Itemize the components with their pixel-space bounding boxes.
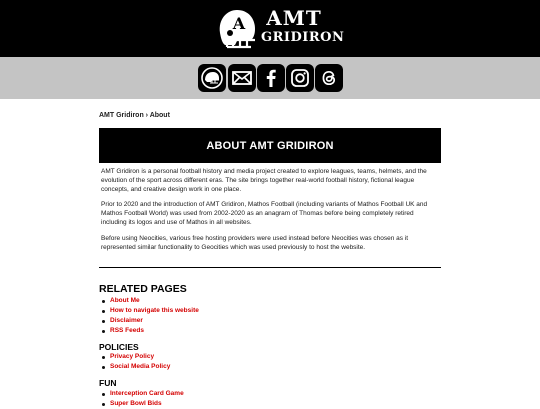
logo-line-1: AMT <box>266 6 322 30</box>
threads-icon <box>318 67 340 89</box>
related-pages-list <box>102 296 199 336</box>
breadcrumb <box>99 112 170 119</box>
helmet-logo-icon <box>215 7 257 51</box>
logo-letter: A <box>232 14 246 33</box>
navigate-website-link[interactable]: How to navigate this website <box>110 307 199 314</box>
logo-wordmark <box>261 6 345 45</box>
fun-heading: FUN <box>99 378 117 388</box>
privacy-policy-link[interactable]: Privacy Policy <box>110 353 155 360</box>
about-me-link[interactable]: About Me <box>110 297 140 304</box>
site-logo[interactable] <box>215 6 345 51</box>
rss-feeds-link[interactable]: RSS Feeds <box>110 327 144 334</box>
social-threads-button[interactable] <box>315 64 343 92</box>
policies-list <box>102 352 170 372</box>
helmet-icon <box>201 67 223 89</box>
policies-heading: POLICIES <box>99 342 139 352</box>
section-divider <box>99 267 441 268</box>
list-item <box>102 296 199 306</box>
social-bar <box>0 57 540 99</box>
list-item <box>102 389 184 399</box>
social-instagram-button[interactable] <box>286 64 314 92</box>
disclaimer-link[interactable]: Disclaimer <box>110 317 143 324</box>
site-header <box>0 0 540 57</box>
facebook-icon <box>260 67 282 89</box>
social-helmet-button[interactable] <box>198 64 226 92</box>
interception-card-game-link[interactable]: Interception Card Game <box>110 390 184 397</box>
list-item <box>102 306 199 316</box>
history-paragraph: Prior to 2020 and the introduction of AMT Gridiron, Mathos Football (including variants of Mathos Football UK and Mathos Football World) was used from 2002-2020 as an anagram of Thomas before being completely retired including its logos and use of Mathos in all websites. <box>101 201 428 226</box>
related-pages-heading: RELATED PAGES <box>99 283 187 295</box>
list-item <box>102 326 199 336</box>
social-media-policy-link[interactable]: Social Media Policy <box>110 363 171 370</box>
instagram-icon <box>289 67 311 89</box>
mail-icon <box>231 67 253 89</box>
breadcrumb-home-link[interactable]: AMT Gridiron <box>99 112 144 119</box>
social-mail-button[interactable] <box>228 64 256 92</box>
list-item <box>102 399 184 409</box>
breadcrumb-separator: › <box>145 112 149 119</box>
breadcrumb-current: About <box>149 112 170 119</box>
logo-line-2: GRIDIRON <box>261 30 345 45</box>
super-bowl-bids-link[interactable]: Super Bowl Bids <box>110 400 162 407</box>
page-title: ABOUT AMT GRIDIRON <box>99 128 441 163</box>
hosting-paragraph: Before using Neocities, various free hosting providers were used instead before Neocities was chosen as it represented similar functionality to Geocities which was used previously to host the website. <box>101 235 409 251</box>
list-item <box>102 352 170 362</box>
fun-list <box>102 389 184 409</box>
list-item <box>102 362 170 372</box>
list-item <box>102 316 199 326</box>
social-facebook-button[interactable] <box>257 64 285 92</box>
intro-paragraph: AMT Gridiron is a personal football history and media project created to explore leagues, teams, helmets, and the evolution of the sport across different eras. The site brings together real-world football history, fictional league concepts, and creative design work in one place. <box>101 168 427 193</box>
